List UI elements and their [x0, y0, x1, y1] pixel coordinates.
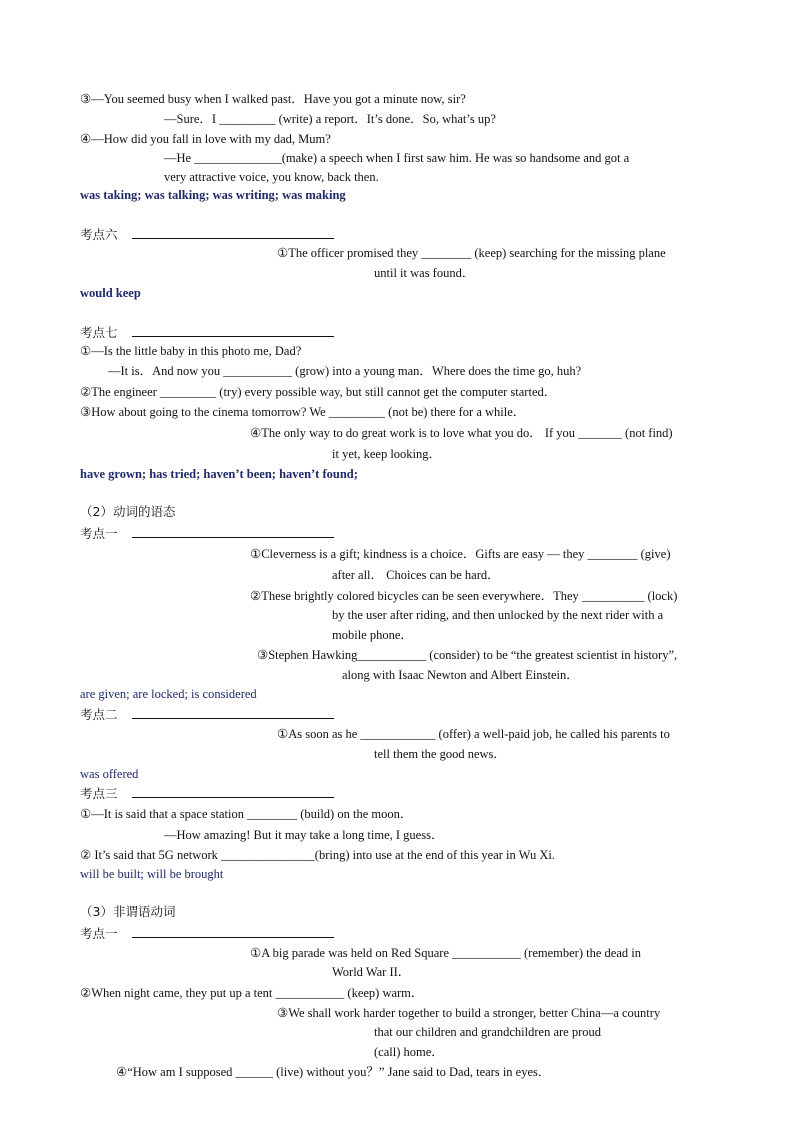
question-4-line-1: ④—How did you fall in love with my dad, Mum?: [80, 132, 331, 146]
kaodian-label: 考点六: [80, 227, 118, 242]
kaodian-label: 考点二: [80, 707, 118, 722]
kaodian-label: 考点一: [80, 526, 118, 541]
question-line: by the user after riding, and then unlocked by the next rider with a: [332, 608, 664, 622]
kaodian-label: 考点一: [80, 926, 118, 941]
question-line: ③We shall work harder together to build a stronger, better China—a country: [277, 1006, 661, 1020]
question-line: ④The only way to do great work is to love what you do． If you _______ (not find): [250, 426, 673, 440]
question-line: that our children and grandchildren are proud: [374, 1025, 601, 1039]
answer-line: was taking; was talking; was writing; was making: [80, 188, 346, 202]
question-3-line-1: ③—You seemed busy when I walked past．Have you got a minute now, sir?: [80, 92, 466, 106]
question-line: ①As soon as he ____________ (offer) a well-paid job, he called his parents to: [277, 727, 670, 741]
blank-rule: [132, 785, 334, 798]
blank-rule: [132, 706, 334, 719]
question-line: ①The officer promised they ________ (keep) searching for the missing plane: [277, 246, 666, 260]
answer-line: was offered: [80, 767, 139, 781]
question-line: ② It’s said that 5G network _______________(bring) into use at the end of this year in Wu Xi.: [80, 848, 555, 862]
section-heading-voice: （2）动词的语态: [80, 504, 176, 519]
question-line: ④“How am I supposed ______ (live) without you？” Jane said to Dad, tears in eyes．: [116, 1065, 551, 1079]
answer-line: have grown; has tried; haven’t been; haven’t found;: [80, 467, 358, 481]
answer-line: are given; are locked; is considered: [80, 687, 257, 701]
question-line: tell them the good news．: [374, 747, 506, 761]
question-line: ②The engineer _________ (try) every possible way, but still cannot get the computer started．: [80, 385, 557, 399]
blank-rule: [132, 525, 334, 538]
question-line: World War II．: [332, 965, 411, 979]
question-line: ③Stephen Hawking___________ (consider) to be “the greatest scientist in history”,: [257, 648, 678, 662]
question-line: —It is．And now you ___________ (grow) into a young man．Where does the time go, huh?: [108, 364, 582, 378]
kaodian-label: 考点三: [80, 786, 118, 801]
kaodian-label: 考点七: [80, 325, 118, 340]
question-line: until it was found．: [374, 266, 475, 280]
question-3-line-2: —Sure．I _________ (write) a report．It’s done．So, what’s up?: [164, 112, 496, 126]
question-line: mobile phone．: [332, 628, 413, 642]
question-4-line-2: —He ______________(make) a speech when I first saw him. He was so handsome and got a: [164, 151, 630, 165]
kaodian-2-heading: [80, 706, 334, 723]
blank-rule: [132, 324, 334, 337]
kaodian-1-heading: [80, 925, 334, 942]
question-line: —How amazing! But it may take a long time, I guess．: [164, 828, 444, 842]
kaodian-1-heading: [80, 525, 334, 542]
question-line: ①Cleverness is a gift; kindness is a choice．Gifts are easy — they ________ (give): [250, 547, 671, 561]
question-line: ②These brightly colored bicycles can be seen everywhere．They __________ (lock): [250, 589, 678, 603]
blank-rule: [132, 925, 334, 938]
question-line: after all． Choices can be hard．: [332, 568, 500, 582]
question-line: along with Isaac Newton and Albert Einstein．: [342, 668, 579, 682]
question-line: ③How about going to the cinema tomorrow? We _________ (not be) there for a while．: [80, 405, 526, 419]
blank-rule: [132, 226, 334, 239]
answer-line: would keep: [80, 286, 141, 300]
kaodian-6-heading: [80, 226, 334, 243]
kaodian-3-heading: [80, 785, 334, 802]
question-line: ①—It is said that a space station ________ (build) on the moon．: [80, 807, 413, 821]
question-line: ①—Is the little baby in this photo me, Dad?: [80, 344, 302, 358]
question-line: (call) home．: [374, 1045, 444, 1059]
answer-line: will be built; will be brought: [80, 867, 224, 881]
question-line: it yet, keep looking．: [332, 447, 442, 461]
kaodian-7-heading: [80, 324, 334, 341]
section-heading-nonfinite: （3）非谓语动词: [80, 904, 176, 919]
question-line: ②When night came, they put up a tent ___________ (keep) warm．: [80, 986, 424, 1000]
question-4-line-3: very attractive voice, you know, back then.: [164, 170, 379, 184]
question-line: ①A big parade was held on Red Square ___________ (remember) the dead in: [250, 946, 641, 960]
